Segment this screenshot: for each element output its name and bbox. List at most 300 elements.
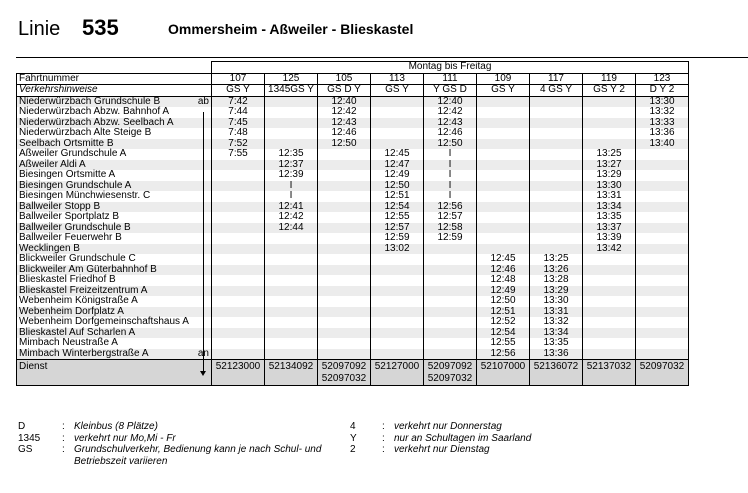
departure-time: [424, 307, 477, 318]
departure-time: 12:59: [371, 233, 424, 244]
legend-text: verkehrt nur Dienstag: [394, 444, 490, 455]
departure-time: [212, 296, 265, 307]
trip-number: 119: [583, 73, 636, 85]
departure-time: [636, 296, 689, 307]
departure-time: [318, 181, 371, 192]
departure-time: 13:42: [583, 244, 636, 255]
departure-time: 12:45: [371, 149, 424, 160]
departure-time: [212, 254, 265, 265]
trip-number: 105: [318, 73, 371, 85]
departure-time: [318, 160, 371, 171]
stop-name-text: Biesingen Münchwiesenstr. C: [19, 190, 151, 201]
departure-time: 12:43: [424, 118, 477, 129]
trip-number-row: [17, 73, 689, 85]
stop-name-text: Ballweiler Feuerwehr B: [19, 232, 122, 243]
stop-row: [17, 265, 689, 276]
departure-time: [477, 107, 530, 118]
stop-name-text: Blickweiler Am Güterbahnhof B: [19, 263, 157, 275]
dienst-cell: [212, 360, 265, 386]
departure-time: [318, 170, 371, 181]
trip-hint: GS D Y: [318, 85, 371, 97]
departure-time: [583, 275, 636, 286]
departure-time: [530, 118, 583, 129]
departure-time: 13:34: [583, 202, 636, 213]
legend-entry-continued: [18, 456, 338, 468]
dienst-number: 52127000: [374, 361, 420, 372]
departure-time: 7:42: [212, 96, 265, 107]
departure-time: [371, 349, 424, 360]
fahrtnummer-label: Fahrtnummer: [17, 73, 212, 85]
trip-hint: 1345GS Y: [265, 85, 318, 97]
stop-name-text: Biesingen Grundschule A: [19, 179, 132, 191]
departure-time: [318, 254, 371, 265]
departure-time: [636, 317, 689, 328]
departure-time: [212, 233, 265, 244]
departure-time: [318, 223, 371, 234]
departure-time: [477, 96, 530, 107]
departure-time: [318, 349, 371, 360]
departure-time: [265, 107, 318, 118]
departure-time: [424, 328, 477, 339]
departure-time: [530, 149, 583, 160]
departure-time: [424, 286, 477, 297]
departure-time: [530, 128, 583, 139]
departure-time: [212, 160, 265, 171]
verkehrshinweise-label: Verkehrshinweise: [17, 85, 212, 97]
route-title: Ommersheim - Aßweiler - Blieskastel: [168, 21, 414, 37]
departure-time: [583, 96, 636, 107]
day-label: Montag bis Freitag: [212, 62, 689, 74]
dienst-cell: [424, 360, 477, 386]
departure-time: [530, 223, 583, 234]
stop-name-text: Niederwürzbach Abzw. Bahnhof A: [19, 106, 170, 117]
departure-time: [477, 160, 530, 171]
stop-name-text: Biesingen Ortsmitte A: [19, 169, 116, 180]
departure-time: [265, 128, 318, 139]
stop-name-text: Niederwürzbach Grundschule B: [19, 95, 161, 107]
departure-time: 12:39: [265, 170, 318, 181]
direction-arrow-icon: [200, 371, 206, 376]
departure-time: [530, 202, 583, 213]
departure-time: [212, 265, 265, 276]
departure-time: 12:42: [318, 107, 371, 118]
dienst-number: 52134092: [268, 361, 314, 372]
departure-time: 12:42: [424, 107, 477, 118]
departure-time: 12:35: [265, 149, 318, 160]
departure-time: [583, 118, 636, 129]
departure-time: [477, 128, 530, 139]
departure-time: 13:31: [530, 307, 583, 318]
stop-name-text: Blieskastel Friedhof B: [19, 274, 116, 285]
departure-time: 12:49: [371, 170, 424, 181]
departure-time: [424, 349, 477, 360]
departure-time: 13:31: [583, 191, 636, 202]
departure-time: [371, 338, 424, 349]
departure-time: [636, 286, 689, 297]
departure-time: 12:57: [371, 223, 424, 234]
departure-time: [318, 149, 371, 160]
trip-number: 125: [265, 73, 318, 85]
hints-row: [17, 85, 689, 97]
departure-time: I: [424, 160, 477, 171]
legend-left: [18, 421, 338, 467]
departure-time: [212, 202, 265, 213]
trip-hint: 4 GS Y: [530, 85, 583, 97]
departure-time: 12:49: [477, 286, 530, 297]
dienst-cell: [530, 360, 583, 386]
departure-time: [424, 338, 477, 349]
departure-time: [371, 328, 424, 339]
departure-time: [583, 338, 636, 349]
trip-hint: GS Y: [212, 85, 265, 97]
dienst-cell: [583, 360, 636, 386]
departure-time: 12:56: [477, 349, 530, 360]
departure-time: 12:54: [477, 328, 530, 339]
departure-time: [636, 338, 689, 349]
departure-time: [583, 107, 636, 118]
legend-key: 2: [350, 444, 356, 455]
stop-name-text: Mimbach Winterbergstraße A: [19, 347, 149, 359]
departure-time: 13:36: [636, 128, 689, 139]
legend-text: Grundschulverkehr, Bedienung kann je nach Schul- und: [74, 444, 322, 455]
trip-number: 123: [636, 73, 689, 85]
departure-time: 7:44: [212, 107, 265, 118]
departure-time: [477, 181, 530, 192]
departure-time: [477, 212, 530, 223]
trip-number: 109: [477, 73, 530, 85]
departure-time: 13:39: [583, 233, 636, 244]
departure-time: [530, 160, 583, 171]
legend-text: Kleinbus (8 Plätze): [74, 421, 158, 432]
departure-time: [477, 118, 530, 129]
departure-marker: ab: [197, 95, 209, 107]
legend-separator: :: [62, 432, 65, 444]
departure-time: 12:40: [424, 96, 477, 107]
departure-time: [424, 296, 477, 307]
departure-time: [212, 307, 265, 318]
departure-time: 7:55: [212, 149, 265, 160]
departure-time: [318, 244, 371, 255]
stop-name-text: Niederwürzbach Alte Steige B: [19, 127, 152, 138]
dienst-number: 52137032: [586, 361, 632, 372]
stop-name-text: Ballweiler Stopp B: [19, 200, 101, 212]
departure-time: [265, 96, 318, 107]
legend-key: 1345: [18, 432, 41, 444]
departure-time: [636, 223, 689, 234]
trip-number: 117: [530, 73, 583, 85]
departure-time: 12:46: [424, 128, 477, 139]
departure-time: [583, 317, 636, 328]
departure-time: [530, 233, 583, 244]
departure-time: [636, 349, 689, 360]
departure-time: 12:46: [477, 265, 530, 276]
departure-time: 13:32: [636, 107, 689, 118]
departure-time: 12:43: [318, 118, 371, 129]
departure-time: [371, 275, 424, 286]
departure-time: 13:28: [530, 275, 583, 286]
stop-name-text: Mimbach Neustraße A: [19, 337, 118, 348]
departure-time: [583, 265, 636, 276]
departure-time: 7:45: [212, 118, 265, 129]
stop-name-text: Niederwürzbach Abzw. Seelbach A: [19, 116, 174, 128]
departure-time: [318, 286, 371, 297]
departure-time: [636, 212, 689, 223]
stop-row: [17, 128, 689, 139]
departure-time: [530, 181, 583, 192]
departure-time: [424, 254, 477, 265]
departure-time: 12:56: [424, 202, 477, 213]
departure-time: I: [265, 191, 318, 202]
departure-time: [371, 296, 424, 307]
departure-time: [318, 191, 371, 202]
departure-time: [477, 149, 530, 160]
departure-time: 12:44: [265, 223, 318, 234]
departure-time: [636, 265, 689, 276]
departure-time: [318, 317, 371, 328]
legend-entry: [350, 444, 650, 456]
departure-time: [212, 275, 265, 286]
trip-hint: GS Y 2: [583, 85, 636, 97]
departure-time: 13:35: [583, 212, 636, 223]
departure-time: 13:30: [583, 181, 636, 192]
legend-entry: [350, 433, 650, 445]
departure-time: [583, 349, 636, 360]
departure-time: [636, 307, 689, 318]
departure-time: [530, 212, 583, 223]
stop-row: [17, 233, 689, 244]
legend-entry: [18, 421, 338, 433]
departure-time: [424, 265, 477, 276]
trip-hint: Y GS D: [424, 85, 477, 97]
departure-time: 13:35: [530, 338, 583, 349]
stop-name-text: Seelbach Ortsmitte B: [19, 137, 114, 149]
departure-time: 13:26: [530, 265, 583, 276]
trip-hint: D Y 2: [636, 85, 689, 97]
departure-time: [265, 328, 318, 339]
departure-time: [636, 202, 689, 213]
departure-time: [636, 181, 689, 192]
trip-number: 111: [424, 73, 477, 85]
dienst-number: 52097092: [427, 361, 473, 372]
departure-time: [530, 139, 583, 150]
legend-key: D: [18, 421, 26, 432]
legend-right: [350, 421, 650, 456]
departure-time: [371, 254, 424, 265]
departure-time: 12:50: [424, 139, 477, 150]
departure-time: 12:54: [371, 202, 424, 213]
trip-hint: GS Y: [371, 85, 424, 97]
departure-time: I: [424, 181, 477, 192]
legend-key: Y: [350, 432, 357, 444]
departure-time: 13:29: [583, 170, 636, 181]
departure-time: [318, 212, 371, 223]
dienst-number: 52097032: [427, 372, 473, 384]
departure-time: 12:41: [265, 202, 318, 213]
departure-time: 12:59: [424, 233, 477, 244]
departure-time: [318, 296, 371, 307]
departure-time: [265, 296, 318, 307]
legend-entry: [18, 444, 338, 456]
departure-time: 13:37: [583, 223, 636, 234]
header-rule: [16, 57, 748, 58]
departure-time: 13:30: [530, 296, 583, 307]
legend-key: 4: [350, 421, 356, 432]
stop-name-text: Webenheim Königstraße A: [19, 295, 138, 306]
stop-name-text: Webenheim Dorfgemeinschaftshaus A: [19, 316, 189, 327]
legend-separator: :: [62, 444, 65, 455]
departure-time: 12:47: [371, 160, 424, 171]
departure-time: [530, 107, 583, 118]
legend-separator: :: [382, 432, 385, 444]
stop-row: [17, 349, 689, 360]
departure-time: [371, 96, 424, 107]
legend-text: nur an Schultagen im Saarland: [394, 432, 532, 444]
departure-time: 12:51: [477, 307, 530, 318]
linie-label: Linie: [18, 18, 61, 40]
line-number: 535: [82, 15, 119, 40]
departure-time: [477, 191, 530, 202]
departure-time: 13:25: [530, 254, 583, 265]
dienst-number: 52097032: [639, 361, 685, 372]
stop-name-text: Ballweiler Grundschule B: [19, 221, 131, 233]
timetable: [16, 61, 689, 386]
departure-time: 13:32: [530, 317, 583, 328]
departure-time: 7:52: [212, 139, 265, 150]
departure-time: 12:55: [371, 212, 424, 223]
legend-entry: [18, 433, 338, 445]
departure-time: 13:25: [583, 149, 636, 160]
departure-time: [371, 118, 424, 129]
dienst-cell: [318, 360, 371, 386]
departure-time: [636, 254, 689, 265]
departure-time: [583, 296, 636, 307]
stop-name-text: Blickweiler Grundschule C: [19, 253, 136, 264]
departure-time: [371, 317, 424, 328]
departure-time: I: [424, 170, 477, 181]
departure-time: 13:30: [636, 96, 689, 107]
departure-time: [636, 275, 689, 286]
departure-time: 12:40: [318, 96, 371, 107]
departure-time: [318, 233, 371, 244]
dienst-number: 52097032: [321, 372, 367, 384]
stop-name-text: Ballweiler Sportplatz B: [19, 211, 120, 222]
departure-time: [636, 149, 689, 160]
departure-time: 13:36: [530, 349, 583, 360]
departure-time: 12:48: [477, 275, 530, 286]
departure-time: I: [265, 181, 318, 192]
departure-time: [583, 307, 636, 318]
departure-time: [212, 317, 265, 328]
departure-time: [318, 202, 371, 213]
day-row: [17, 62, 689, 74]
departure-time: [265, 265, 318, 276]
stop-name-text: Blieskastel Auf Scharlen A: [19, 326, 136, 338]
departure-time: [530, 96, 583, 107]
departure-time: [265, 317, 318, 328]
dienst-number: 52107000: [480, 361, 526, 372]
departure-time: [265, 254, 318, 265]
departure-time: 12:57: [424, 212, 477, 223]
direction-line: [203, 112, 204, 374]
departure-time: 12:50: [371, 181, 424, 192]
departure-time: [636, 160, 689, 171]
departure-time: 13:02: [371, 244, 424, 255]
legend-text: Betriebszeit variieren: [74, 455, 168, 467]
departure-time: [583, 286, 636, 297]
stop-row: [17, 160, 689, 171]
departure-time: 12:55: [477, 338, 530, 349]
stop-name-text: Aßweiler Aldi A: [19, 158, 86, 170]
departure-time: [636, 233, 689, 244]
legend-text: verkehrt nur Mo,Mi - Fr: [74, 432, 176, 444]
stop-name-text: Aßweiler Grundschule A: [19, 148, 127, 159]
dienst-cell: [265, 360, 318, 386]
departure-time: [424, 317, 477, 328]
departure-time: [212, 328, 265, 339]
blank-cell: [17, 62, 212, 74]
departure-time: 13:34: [530, 328, 583, 339]
departure-time: [265, 286, 318, 297]
departure-time: [371, 307, 424, 318]
departure-time: 7:48: [212, 128, 265, 139]
departure-time: [371, 128, 424, 139]
legend-entry: [350, 421, 650, 433]
departure-time: [265, 307, 318, 318]
departure-time: [583, 254, 636, 265]
departure-time: 12:50: [477, 296, 530, 307]
departure-time: 12:51: [371, 191, 424, 202]
departure-time: [318, 328, 371, 339]
departure-time: [265, 118, 318, 129]
departure-time: [477, 170, 530, 181]
departure-time: [265, 233, 318, 244]
departure-time: I: [424, 149, 477, 160]
arrival-marker: an: [197, 347, 209, 359]
departure-time: [265, 244, 318, 255]
dienst-number: 52123000: [215, 361, 261, 372]
departure-time: [265, 338, 318, 349]
departure-time: 13:40: [636, 139, 689, 150]
departure-time: [371, 107, 424, 118]
stop-row: [17, 191, 689, 202]
departure-time: [318, 338, 371, 349]
departure-time: [636, 328, 689, 339]
legend-separator: :: [62, 421, 65, 432]
departure-time: 12:45: [477, 254, 530, 265]
legend-text: verkehrt nur Donnerstag: [394, 421, 502, 432]
stop-name-text: Webenheim Dorfplatz A: [19, 305, 124, 317]
departure-time: 13:29: [530, 286, 583, 297]
departure-time: [424, 244, 477, 255]
stop-row: [17, 149, 689, 160]
legend-separator: :: [382, 444, 385, 455]
departure-time: [318, 275, 371, 286]
departure-time: I: [424, 191, 477, 202]
dienst-row: [17, 360, 689, 386]
departure-time: [318, 307, 371, 318]
departure-time: [371, 265, 424, 276]
departure-time: [583, 328, 636, 339]
departure-time: [477, 202, 530, 213]
departure-time: 12:46: [318, 128, 371, 139]
departure-time: [212, 349, 265, 360]
dienst-cell: [636, 360, 689, 386]
trip-hint: GS Y: [477, 85, 530, 97]
dienst-number: 52097092: [321, 361, 367, 372]
departure-time: [530, 170, 583, 181]
dienst-label: Dienst: [17, 360, 212, 386]
departure-time: [371, 286, 424, 297]
